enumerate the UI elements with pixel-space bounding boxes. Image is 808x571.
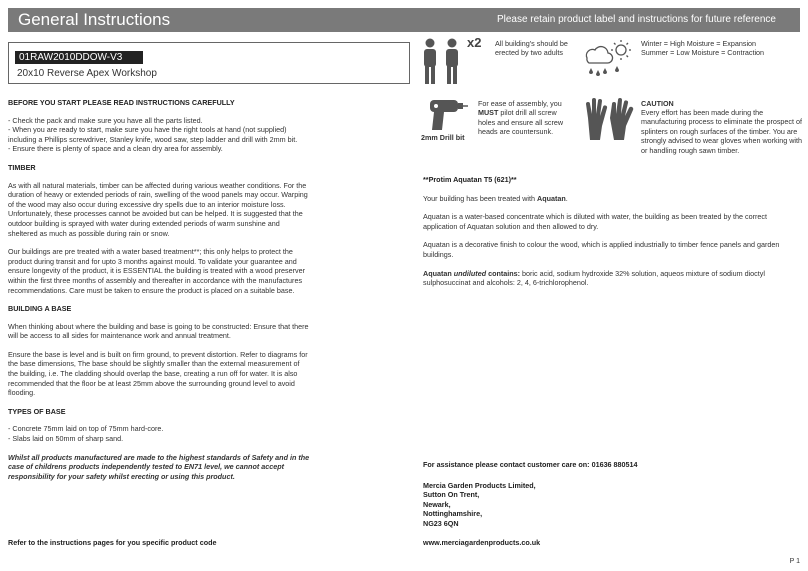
- protim-heading: **Protim Aquatan T5 (621)**: [423, 175, 517, 184]
- page-number: P 1: [789, 558, 800, 565]
- contact-block: [423, 460, 723, 529]
- product-box: [8, 42, 410, 84]
- header-note: Please retain product label and instructions for future reference: [496, 14, 776, 25]
- before-item: - Check the pack and make sure you have all the parts listed.: [8, 115, 203, 125]
- caution-text: Every effort has been made during the manufacturing process to eliminate the prospect of splinters on rough surfaces of the timber. You are strongly advised to wear gloves when working with or handling rough sawn timber.: [641, 108, 803, 155]
- types-item: - Concrete 75mm laid on top of 75mm hard-core.: [8, 424, 164, 434]
- types-heading: TYPES OF BASE: [8, 406, 66, 416]
- address-line: Newark,: [423, 499, 451, 509]
- timber-paragraph: Our buildings are pre treated with a water based treatment**; this only helps to protect the product during transit and for upto 3 months against mould. To validate your guarantee and ensure longevity of the product, it is ESSENTIAL the building is treated with a wood preserver within the first three months of assembly and thereafter in accordance with the manufactures recommendations. Care must be taken to ensure the product is placed on a suitable base.: [8, 247, 305, 295]
- types-item: - Slabs laid on 50mm of sharp sand.: [8, 434, 124, 444]
- weather-winter: Winter = High Moisture = Expansion: [641, 39, 757, 48]
- right-column: [423, 175, 798, 297]
- page-header: [8, 8, 800, 32]
- base-paragraph: Ensure the base is level and is built on firm ground, to prevent distortion. Refer to diagrams for the base dimensions, The base should be slightly smaller than the external measurement of the building, i.e. The cladding should overlap the base, creating a run off for water. It is also recommended that the floor be at least 25mm above the surrounding ground level to avoid flooding.: [8, 349, 308, 398]
- page-title: General Instructions: [18, 10, 171, 29]
- drill-text: For ease of assembly, you MUST pilot drill all screw holes and ensure all screw heads are countersunk.: [478, 99, 564, 137]
- website-link[interactable]: www.merciagardenproducts.co.uk: [423, 538, 541, 547]
- drill-icon: [420, 96, 468, 132]
- address-line: Nottinghamshire,: [423, 509, 483, 519]
- before-heading: BEFORE YOU START PLEASE READ INSTRUCTIONS CAREFULLY: [8, 98, 235, 107]
- postcode: NG23 6QN: [423, 518, 459, 528]
- left-column: [8, 98, 310, 490]
- aquatan-paragraph: Aquatan is a water-based concentrate which is diluted with water, the building as been treated by the correct application of Aquatan solution and then allowed to dry.: [423, 212, 768, 231]
- aquatan-paragraph: Aquatan is a decorative finish to colour the wood, which is applied industrially to timber fence panels and garden buildings.: [423, 240, 780, 259]
- base-paragraph: When thinking about where the building and base is going to be constructed: Ensure that there will be access to all sides for maintenance work and annual treatment.: [8, 321, 309, 341]
- before-item: - When you are ready to start, make sure you have the right tools at hand (not supplied) including a Phillips screwdriver, Stanley knife, wood saw, step ladder and drill with 2mm bit.: [8, 125, 298, 144]
- weather-icon: [583, 38, 633, 78]
- product-name: 20x10 Reverse Apex Workshop: [17, 68, 157, 79]
- timber-heading: TIMBER: [8, 162, 36, 172]
- contains-paragraph: Aquatan undiluted contains: boric acid, sodium hydroxide 32% solution, aqueos mixture of sodium dioctyl sulphosuccinat and alcohols: 2, 4, 6-trichlorophenol.: [423, 268, 765, 288]
- treated-line: Your building has been treated with Aquatan.: [423, 193, 568, 203]
- adults-count: x2: [467, 35, 482, 50]
- weather-summer: Summer = Low Moisture = Contraction: [641, 48, 765, 57]
- product-code: 01RAW2010DDOW-V3: [15, 51, 143, 64]
- base-heading: BUILDING A BASE: [8, 304, 72, 314]
- two-adults-icon: [420, 38, 466, 88]
- adults-text: All building's should be erected by two adults: [495, 39, 568, 58]
- caution-heading: CAUTION: [641, 99, 674, 108]
- gloves-icon: [582, 98, 634, 142]
- drill-label: 2mm Drill bit: [421, 133, 465, 142]
- before-item: - Ensure there is plenty of space and a clean dry area for assembly.: [8, 144, 223, 154]
- safety-disclaimer: Whilst all products manufactured are made to the highest standards of Safety and in the case of childrens products independently tested to EN71 level, we cannot accept responsibility for your safety whilst erecting or using this product.: [8, 452, 310, 481]
- address-line: Sutton On Trent,: [423, 490, 480, 500]
- refer-note: Refer to the instructions pages for you specific product code: [8, 538, 217, 547]
- timber-paragraph: As with all natural materials, timber can be affected during various weather conditions. For the duration of heavy or extended periods of rain, swelling of the wood panels may occur. Warping of the wood may also occur during excessive dry spells due to an interior moisture loss. Unfortunately, these processes cannot be avoided but can be helped. It is suggested that the outdoor building is sprayed with water during extended periods of warm sunshine and sheltered as much as possible during rain or snow.: [8, 180, 308, 238]
- company-name: Mercia Garden Products Limited,: [423, 480, 536, 490]
- customer-care: For assistance please contact customer care on: 01636 880514: [423, 460, 638, 469]
